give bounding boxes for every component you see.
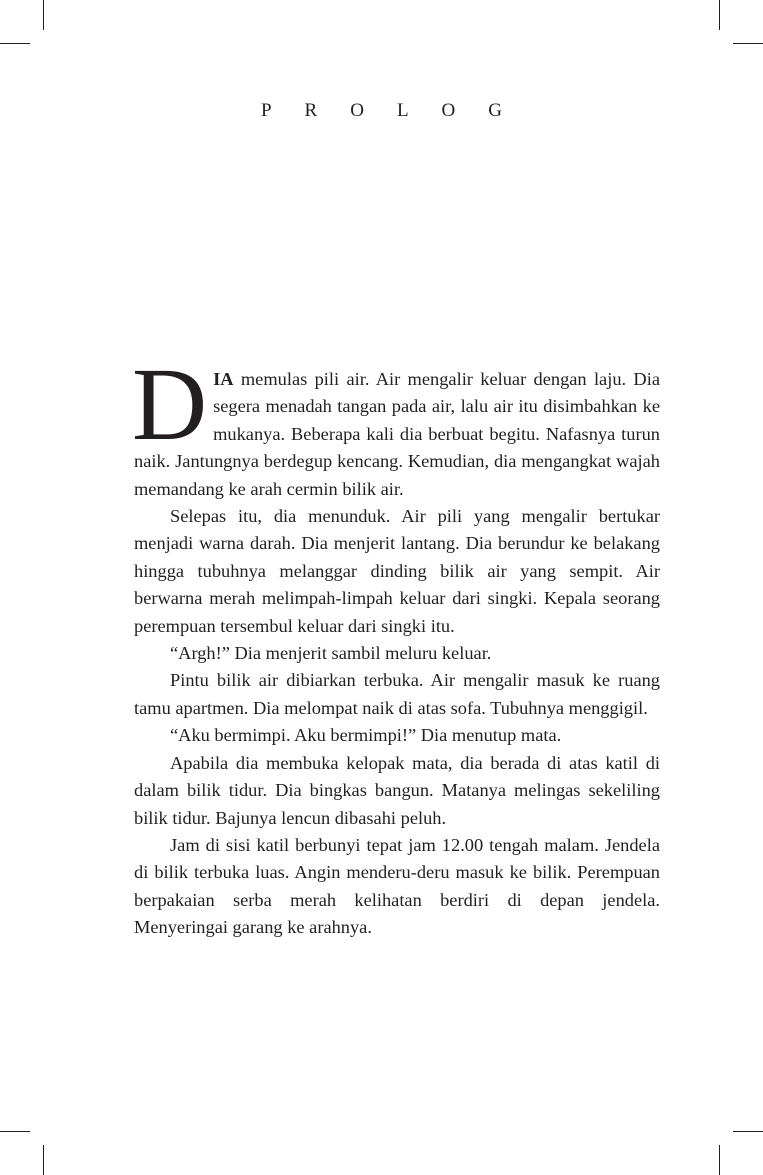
- crop-mark-top-right-horizontal: [733, 43, 763, 44]
- crop-mark-top-left-vertical: [43, 0, 44, 30]
- paragraph: “Aku bermimpi. Aku bermimpi!” Dia menutup mata.: [170, 725, 562, 746]
- crop-mark-top-left-horizontal: [0, 43, 30, 44]
- crop-mark-bottom-left-horizontal: [0, 1131, 30, 1132]
- opening-paragraph: [132, 347, 660, 503]
- paragraph: Selepas itu, dia menunduk. Air pili yang mengalir bertukar menjadi warna darah. Dia menjerit lantang. Dia berundur ke belakang hingga tubuhnya melanggar dinding bilik air yang sempit. Air berwarna merah melimpah-limpah keluar dari singki. Kepala seorang perempuan tersembul keluar dari singki itu.: [134, 506, 660, 636]
- drop-cap: D: [132, 347, 208, 462]
- opening-text: memulas pili air. Air mengalir keluar dengan laju. Dia segera menadah tangan pada air, lalu air itu disimbahkan ke mukanya. Beberapa kali dia berbuat begitu. Nafasnya turun naik. Jantungnya berdegup kencang. Kemudian, dia mengangkat wajah memandang ke arah cermin bilik air.: [134, 369, 660, 499]
- lead-word: IA: [213, 369, 234, 389]
- chapter-body: [132, 347, 660, 942]
- crop-mark-bottom-right-horizontal: [733, 1131, 763, 1132]
- crop-mark-bottom-right-vertical: [719, 1145, 720, 1175]
- paragraph: Jam di sisi katil berbunyi tepat jam 12.00 tengah malam. Jendela di bilik terbuka luas. Angin menderu-deru masuk ke bilik. Perempuan berpakaian serba merah kelihatan berdiri di depan jendela. Menyeringai garang ke arahnya.: [134, 834, 660, 938]
- paragraph: “Argh!” Dia menjerit sambil meluru keluar.: [170, 643, 492, 664]
- chapter-title: PROLOG: [260, 100, 535, 121]
- paragraph: Pintu bilik air dibiarkan terbuka. Air mengalir masuk ke ruang tamu apartmen. Dia melompat naik di atas sofa. Tubuhnya menggigil.: [134, 670, 660, 718]
- crop-mark-bottom-left-vertical: [43, 1145, 44, 1175]
- crop-mark-top-right-vertical: [719, 0, 720, 30]
- paragraph: Apabila dia membuka kelopak mata, dia berada di atas katil di dalam bilik tidur. Dia bingkas bangun. Matanya melingas sekeliling bilik tidur. Bajunya lencun dibasahi peluh.: [134, 752, 660, 828]
